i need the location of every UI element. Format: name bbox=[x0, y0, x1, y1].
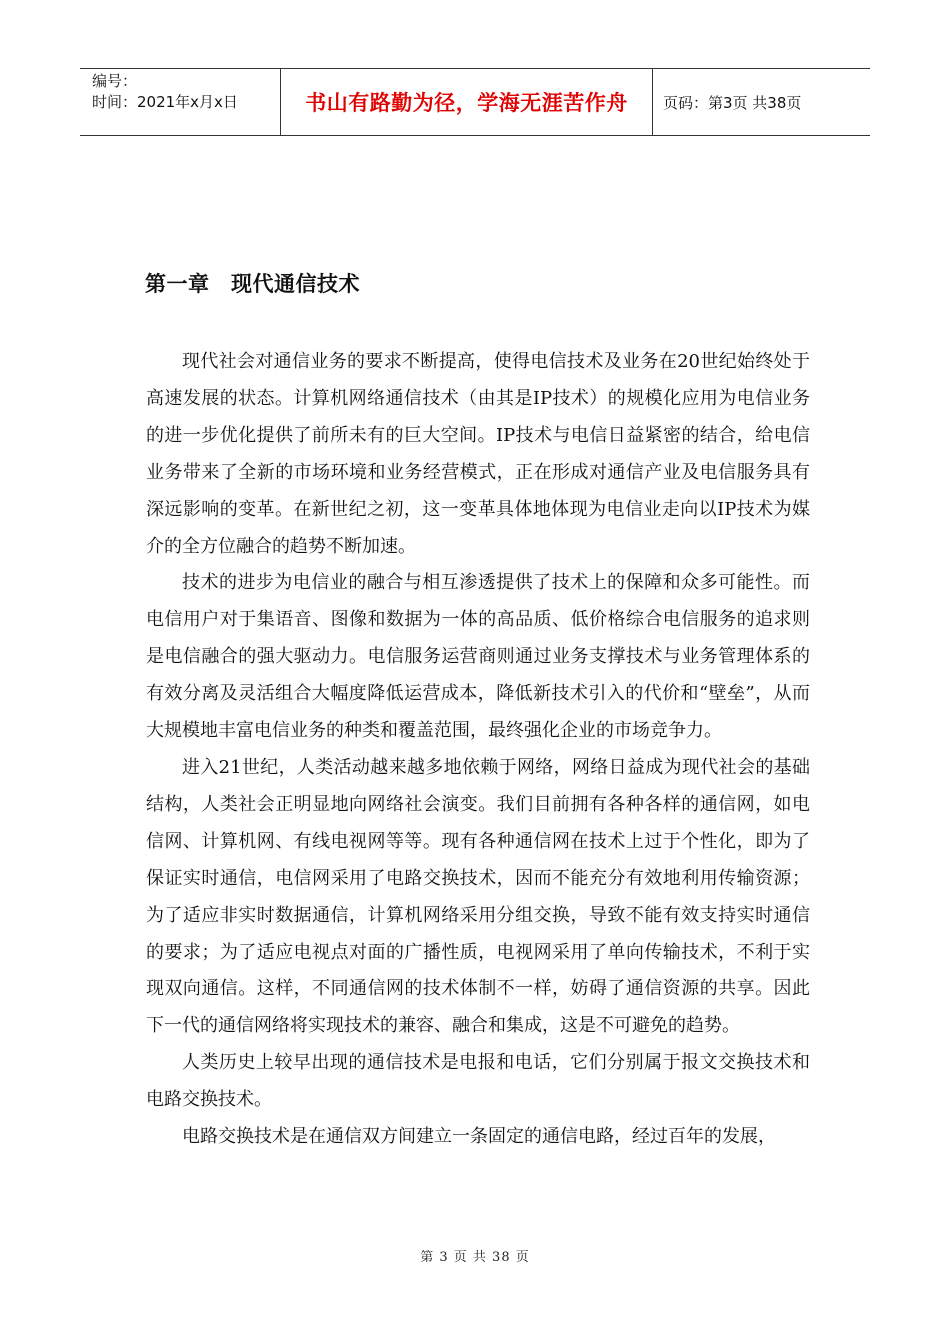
paragraph-4: 人类历史上较早出现的通信技术是电报和电话，它们分别属于报文交换技术和电路交换技术。 bbox=[146, 1052, 810, 1111]
chapter-title: 第一章 现代通信技术 bbox=[145, 272, 360, 296]
header-meta-cell bbox=[80, 69, 281, 135]
number-label: 编号： bbox=[92, 72, 138, 90]
paragraph-1: 现代社会对通信业务的要求不断提高，使得电信技术及业务在20世纪始终处于高速发展的状态。计算机网络通信技术（由其是IP技术）的规模化应用为电信业务的进一步优化提供了前所未有的巨大空间。IP技术与电信日益紧密的结合，给电信业务带来了全新的市场环境和业务经营模式，正在形成对通信产业及电信服务具有深远影响的变革。在新世纪之初，这一变革具体地体现为电信业走向以IP技术为媒介的全方位融合的趋势不断加速。 bbox=[146, 351, 810, 557]
paragraph-2: 技术的进步为电信业的融合与相互渗透提供了技术上的保障和众多可能性。而电信用户对于集语音、图像和数据为一体的高品质、低价格综合电信服务的追求则是电信融合的强大驱动力。电信服务运营商则通过业务支撑技术与业务管理体系的有效分离及灵活组合大幅度降低运营成本，降低新技术引入的代价和“壁垒”，从而大规模地丰富电信业务的种类和覆盖范围，最终强化企业的市场竞争力。 bbox=[146, 572, 810, 742]
page-footer: 第 3 页 共 38 页 bbox=[420, 1250, 530, 1265]
header-table bbox=[80, 68, 870, 136]
paragraph-5: 电路交换技术是在通信双方间建立一条固定的通信电路，经过百年的发展， bbox=[182, 1126, 776, 1148]
body-content bbox=[146, 344, 810, 1156]
motto-cell bbox=[281, 69, 653, 135]
page-info-text: 页码：第3页 共38页 bbox=[663, 93, 802, 112]
date-line: 时间：2021年x月x日 bbox=[92, 93, 238, 111]
paragraph-3: 进入21世纪，人类活动越来越多地依赖于网络，网络日益成为现代社会的基础结构，人类社会正明显地向网络社会演变。我们目前拥有各种各样的通信网，如电信网、计算机网、有线电视网等等。现有各种通信网在技术上过于个性化，即为了保证实时通信，电信网采用了电路交换技术，因而不能充分有效地利用传输资源；为了适应非实时数据通信，计算机网络采用分组交换，导致不能有效支持实时通信的要求；为了适应电视点对面的广播性质，电视网采用了单向传输技术，不利于实现双向通信。这样，不同通信网的技术体制不一样，妨碍了通信资源的共享。因此下一代的通信网络将实现技术的兼容、融合和集成，这是不可避免的趋势。 bbox=[146, 756, 810, 1037]
motto-text: 书山有路勤为径，学海无涯苦作舟 bbox=[305, 91, 628, 115]
page-info-cell bbox=[653, 69, 870, 135]
